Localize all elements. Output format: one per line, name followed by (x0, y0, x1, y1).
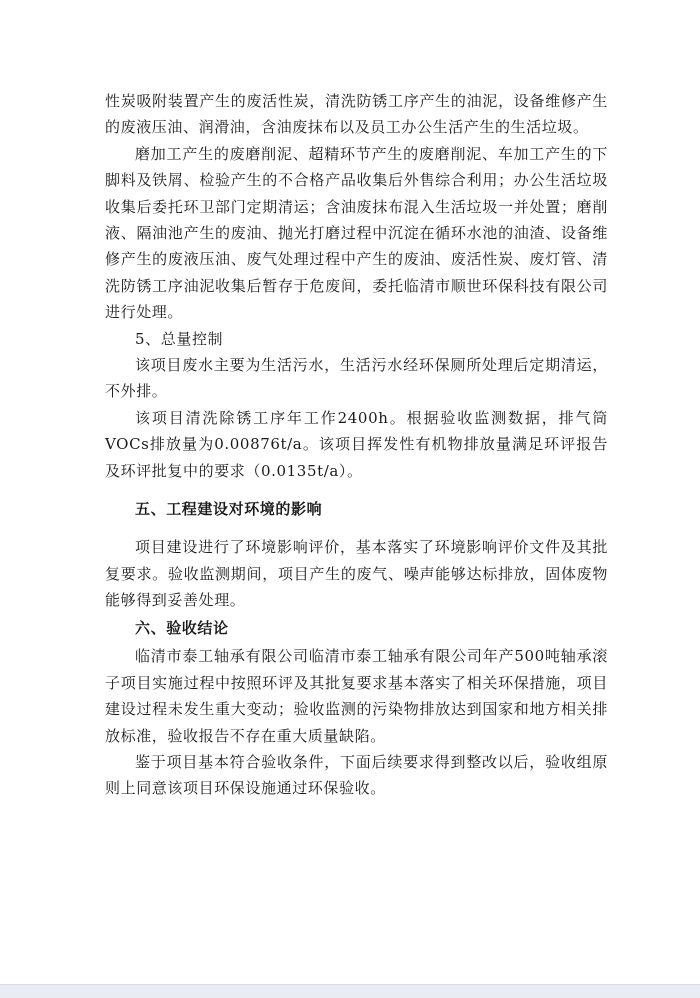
paragraph-vocs-emission: 该项目清洗除锈工序年工作2400h。根据验收监测数据，排气筒VOCs排放量为0.00876t/a。该项目挥发性有机物排放量满足环评报告及环评批复中的要求（0.0135t/a）。 (105, 408, 608, 480)
document-body (105, 88, 608, 802)
viewer-bottom-bar (0, 984, 700, 998)
paragraph-wastewater: 该项目废水主要为生活污水，生活污水经环保厕所处理后定期清运，不外排。 (105, 356, 608, 401)
paragraph-environmental-impact: 项目建设进行了环境影响评价，基本落实了环境影响评价文件及其批复要求。验收监测期间，项目产生的废气、噪声能够达标排放，固体废物能够得到妥善处理。 (105, 538, 608, 609)
paragraph-solid-waste-sources: 性炭吸附装置产生的废活性炭，清洗防锈工序产生的油泥，设备维修产生的废液压油、润滑油，含油废抹布以及员工办公生活产生的生活垃圾。 (105, 92, 608, 137)
paragraph-acceptance-opinion: 鉴于项目基本符合验收条件，下面后续要求得到整改以后，验收组原则上同意该项目环保设施通过环保验收。 (105, 752, 608, 798)
section-heading-acceptance-conclusion: 六、验收结论 (135, 619, 229, 638)
paragraph-solid-waste-disposal: 磨加工产生的废磨削泥、超精环节产生的废磨削泥、车加工产生的下脚料及铁屑、检验产生的不合格产品收集后外售综合利用；办公生活垃圾收集后委托环卫部门定期清运；含油废抹布混入生活垃圾一并处置；磨削液、隔油池产生的废油、抛光打磨过程中沉淀在循环水池的油渣、设备维修产生的废液压油、废气处理过程中产生的废油、废活性炭、废灯管、清洗防锈工序油泥收集后暂存于危废间，委托临清市顺世环保科技有限公司进行处理。 (105, 144, 608, 322)
subheading-total-control: 5、总量控制 (135, 329, 224, 348)
paragraph-acceptance-conclusion: 临清市泰工轴承有限公司临清市泰工轴承有限公司年产500吨轴承滚子项目实施过程中按照环评及其批复要求基本落实了相关环保措施，项目建设过程未发生重大变动；验收监测的污染物排放达到国家和地方相关排放标准，验收报告不存在重大质量缺陷。 (105, 647, 608, 745)
section-heading-environmental-impact: 五、工程建设对环境的影响 (135, 500, 323, 519)
